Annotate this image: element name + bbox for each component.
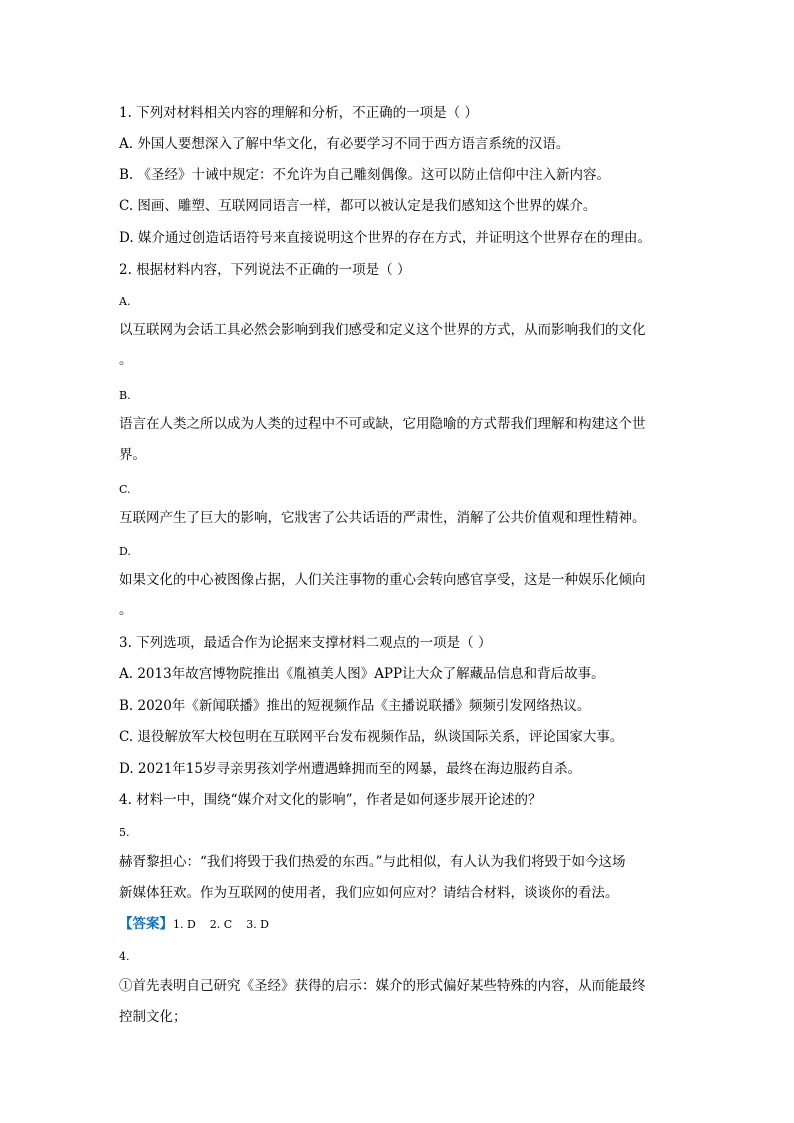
q1-option-a: A. 外国人要想深入了解中华文化，有必要学习不同于西方语言系统的汉语。 [119,136,570,152]
answer-q4-label: 4. [119,950,130,963]
answer-q4-text-1: ①首先表明自己研究《圣经》获得的启示：媒介的形式偏好某些特殊的内容，从而能最终 [119,978,646,994]
q2-option-d-text-2: 。 [119,602,133,618]
answer-row [119,915,699,934]
q3-option-c: C. 退役解放军大校包明在互联网平台发布视频作品，纵谈国际关系，评论国家大事。 [119,729,624,745]
q3-stem: 3. 下列选项，最适合作为论据来支撑材料二观点的一项是（ ） [119,635,492,651]
q2-option-a-text-2: 。 [119,352,133,368]
answer-label: 【答案】 [119,916,173,932]
q2-option-a-label: A. [119,295,131,308]
q5-text-1: 赫胥黎担心：“我们将毁于我们热爱的东西。”与此相似，有人认为我们将毁于如今这场 [119,854,626,870]
q2-option-a-text-1: 以互联网为会话工具必然会影响到我们感受和定义这个世界的方式，从而影响我们的文化 [119,322,646,338]
q5-label: 5. [119,826,130,839]
q2-option-c-text: 互联网产生了巨大的影响，它戕害了公共话语的严肃性，消解了公共价值观和理性精神。 [119,510,646,526]
q2-option-d-label: D. [119,545,131,558]
answer-q4-text-2: 控制文化； [119,1009,187,1025]
q1-option-b: B. 《圣经》十诫中规定：不允许为自己雕刻偶像。这可以防止信仰中注入新内容。 [119,167,611,183]
q3-option-b: B. 2020年《新闻联播》推出的短视频作品《主播说联播》频频引发网络热议。 [119,698,591,714]
q2-stem: 2. 根据材料内容，下列说法不正确的一项是（ ） [119,262,411,278]
q2-option-b-label: B. [119,389,131,402]
q2-option-b-text-2: 界。 [119,447,146,463]
q2-option-c-label: C. [119,483,131,496]
q1-stem: 1. 下列对材料相关内容的理解和分析，不正确的一项是（ ） [119,105,478,121]
q2-option-d-text-1: 如果文化的中心被图像占据，人们关注事物的重心会转向感官享受，这是一种娱乐化倾向 [119,572,646,588]
q1-option-d: D. 媒介通过创造话语符号来直接说明这个世界的存在方式，并证明这个世界存在的理由。 [119,230,651,246]
q3-option-a: A. 2013年故宫博物院推出《胤禛美人图》APP让大众了解藏品信息和背后故事。 [119,666,605,682]
q1-option-c: C. 图画、雕塑、互联网同语言一样，都可以被认定是我们感知这个世界的媒介。 [119,198,597,214]
q2-option-b-text-1: 语言在人类之所以成为人类的过程中不可或缺，它用隐喻的方式帮我们理解和构建这个世 [119,416,646,432]
q3-option-d: D. 2021年15岁寻亲男孩刘学州遭遇蜂拥而至的网暴，最终在海边服药自杀。 [119,761,581,777]
q5-text-2: 新媒体狂欢。作为互联网的使用者，我们应如何应对？请结合材料，谈谈你的看法。 [119,885,619,901]
q4-stem: 4. 材料一中，围绕“媒介对文化的影响”，作者是如何逐步展开论述的？ [119,792,542,808]
answer-values: 1. D 2. C 3. D [173,918,270,931]
